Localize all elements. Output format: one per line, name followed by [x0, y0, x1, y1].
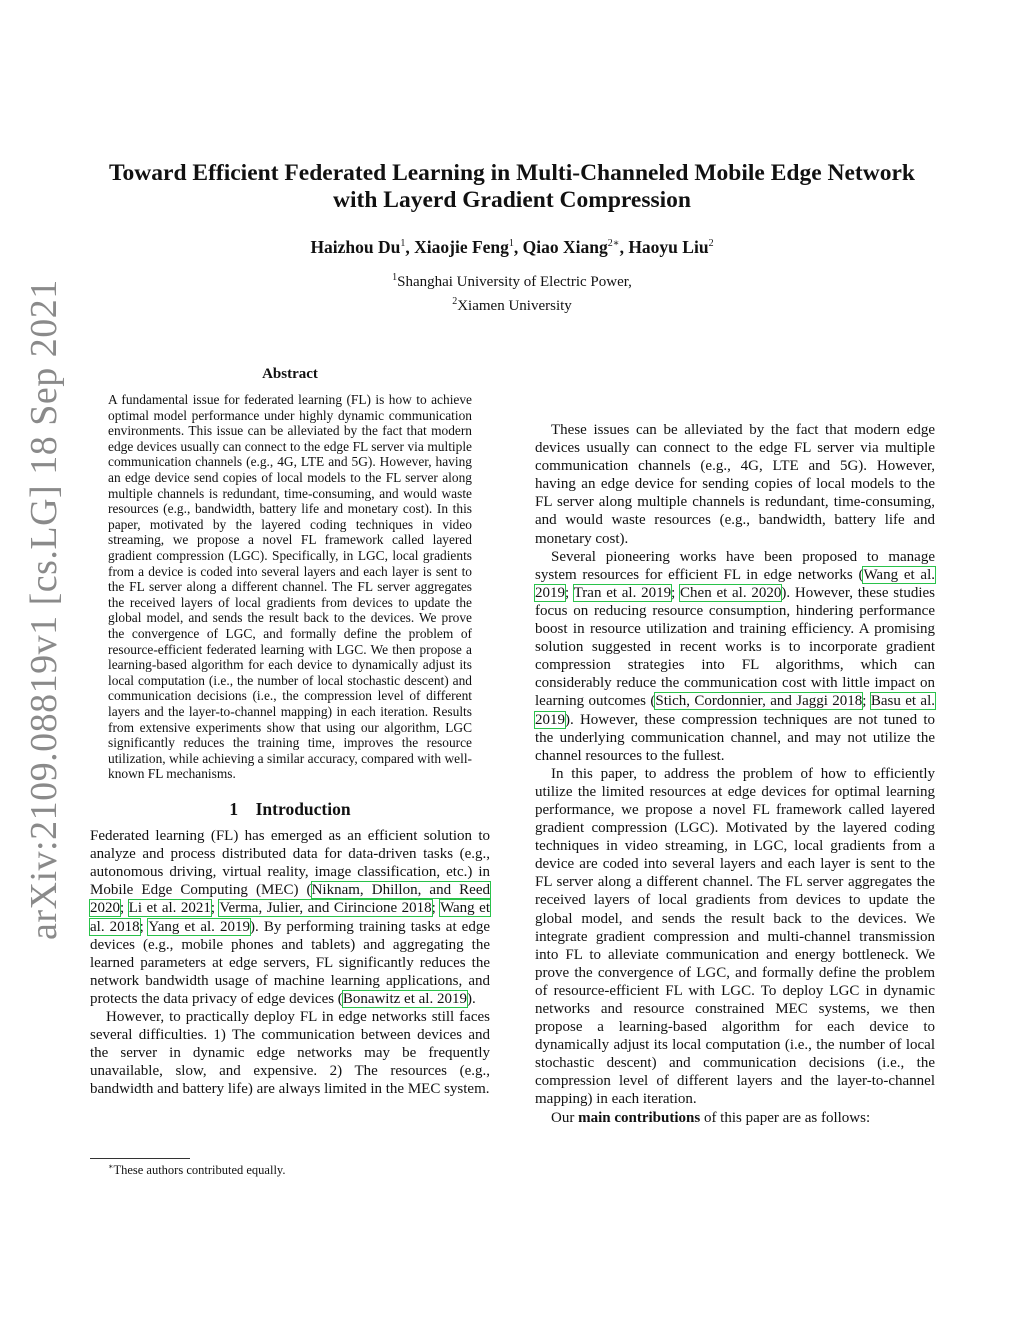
affiliation-mark: 2: [452, 296, 458, 307]
author-name: Qiao Xiang: [522, 237, 608, 257]
author-name: Haizhou Du: [310, 237, 401, 257]
citation-link[interactable]: Niknam, Dhillon, and Reed 2020: [90, 882, 491, 917]
intro-paragraph-6: [535, 1109, 935, 1127]
affiliation-2: [90, 292, 934, 316]
citation-link[interactable]: Stich, Cordonnier, and Jaggi 2018: [655, 693, 863, 710]
author-name: Haoyu Liu: [628, 237, 709, 257]
right-column: [535, 365, 935, 1127]
text-span: ). However, these compression techniques are not tuned to the underlying communication channel, and may not utilize the channel resources to the fullest.: [535, 711, 935, 764]
intro-paragraph-2: However, to practically deploy FL in edge networks still faces several difficulties. 1) The communication between devices and the server in dynamic edge networks may be frequently unavailable, slow, and expensive. 2) The resources (e.g., bandwidth and battery life) are always limited in the MEC system.: [90, 1008, 490, 1098]
title-line-2: with Layerd Gradient Compression: [333, 187, 691, 213]
arxiv-stamp: arXiv:2109.08819v1 [cs.LG] 18 Sep 2021: [23, 279, 65, 940]
text-span: of this paper are as follows:: [700, 1109, 871, 1126]
abstract-heading: Abstract: [262, 366, 318, 382]
author-mark: 2∗: [607, 238, 620, 250]
text-span: ). By performing training tasks at edge devices (e.g., mobile phones and tablets) and aggregating the learned parameters at edge servers, FL significantly reduces the network bandwidth usage of machine learning applications, and protects the data privacy of edge devices (: [90, 918, 491, 1007]
citation-link[interactable]: Tran et al. 2019: [573, 584, 672, 601]
paper-title: [90, 160, 934, 214]
author-mark: 1: [400, 238, 406, 250]
citation-link[interactable]: Bonawitz et al. 2019: [342, 990, 467, 1007]
text-span: Several pioneering works have been proposed to manage system resources for efficient FL in edge networks (: [535, 548, 935, 583]
affiliations: [90, 268, 934, 316]
text-span: Federated learning (FL) has emerged as an efficient solution to analyze and process distributed data for data-driven tasks (e.g., autonomous driving, virtual reality, image classification, etc.) in Mobile Edge Computing (MEC) (: [90, 828, 490, 899]
affiliation-name: Shanghai University of Electric Power,: [397, 274, 632, 290]
text-span: ). However, these studies focus on reducing resource consumption, hindering performance boost in resource utilization and training efficiency. A promising solution suggested in recent works is to incorporate gradient compression strategies into FL algorithms, which can considerably reduce the communication cost with little impact on learning outcomes (: [535, 584, 935, 710]
footnote-text: These authors contributed equally.: [113, 1163, 286, 1178]
author-name: Xiaojie Feng: [414, 237, 509, 257]
intro-paragraph-4: Several pioneering works have been proposed to manage system resources for efficient FL in edge networks (Wang et al. 2019; Tran et al. 2019; Chen et al. 2020). However, these studies focus on reducing resource consumption, hindering performance boost in resource utilization and training efficiency. A promising solution suggested in recent works is to incorporate gradient compression strategies into FL algorithms, which can considerably reduce the communication cost with little impact on learning outcomes (Stich, Cordonnier, and Jaggi 2018; Basu et al. 2019). However, these compression techniques are not tuned to the underlying communication channel, and may not utilize the channel resources to the fullest.: [535, 548, 935, 764]
affiliation-1: [90, 268, 934, 292]
intro-paragraph-5: In this paper, to address the problem of how to efficiently utilize the limited resources at edge devices for optimal learning performance, we propose a novel FL framework called layered gradient compression (LGC). Motivated by the layered coding techniques in video streaming, in LGC, local gradients from a device are coded into several layers and each layer is sent to the FL server along a different channel. The FL server aggregates the received layers of local gradients from devices to update the global model, and sends the result back to the devices. We integrate gradient compression and multi-channel transmission into FL to alleviate communication and energy bottleneck. We prove the convergence of LGC, and formally define the problem of resource-efficient FL with LGC. To deploy LGC in dynamic networks and resource constrained MEC systems, we then propose a learning-based algorithm for each device to dynamically adjust its local computation (i.e., the number of local stochastic descent) and communication decisions (i.e., the compression level of different layers and the layer-to-channel mapping) in each iteration.: [535, 765, 935, 1108]
intro-heading: [90, 800, 490, 818]
author-mark: 2: [708, 238, 714, 250]
left-column: [90, 365, 491, 1098]
citation-link[interactable]: Basu et al. 2019: [535, 693, 935, 728]
section-title: Introduction: [255, 798, 351, 819]
citation-link[interactable]: Yang et al. 2019: [148, 918, 250, 935]
text-span: Our: [551, 1109, 579, 1126]
citation-link[interactable]: Wang et al. 2019: [535, 566, 935, 601]
intro-paragraph-3: These issues can be alleviated by the fact that modern edge devices usually can connect to the edge FL server via multiple communication channels (e.g., 4G, LTE and 5G). However, having an edge device for sending copies of local models to the FL server along multiple channels is redundant, time-consuming, and would waste resources (e.g., bandwidth, battery life and monetary cost).: [535, 422, 935, 547]
citation-link[interactable]: Chen et al. 2020: [680, 584, 782, 601]
footnote: [108, 1162, 286, 1178]
citation-link[interactable]: Verma, Julier, and Cirincione 2018: [219, 900, 432, 917]
intro-paragraph-1: Federated learning (FL) has emerged as an efficient solution to analyze and process distributed data for data-driven tasks (e.g., autonomous driving, virtual reality, image classification, etc.) in Mobile Edge Computing (MEC) (Niknam, Dhillon, and Reed 2020; Li et al. 2021; Verma, Julier, and Cirincione 2018; Wang et al. 2018; Yang et al. 2019). By performing training tasks at edge devices (e.g., mobile phones and tablets) and aggregating the learned parameters at edge servers, FL significantly reduces the network bandwidth usage of machine learning applications, and protects the data privacy of edge devices (Bonawitz et al. 2019).: [90, 828, 491, 1007]
citation-link[interactable]: Wang et al. 2018: [90, 900, 490, 935]
citation-link[interactable]: Li et al. 2021: [128, 900, 211, 917]
affiliation-name: Xiamen University: [457, 298, 572, 314]
abstract-text: A fundamental issue for federated learning (FL) is how to achieve optimal model performance under highly dynamic communication environments. This issue can be alleviated by the fact that modern edge devices usually can connect to the edge FL server via multiple communication channels (e.g., 4G, LTE and 5G). However, having an edge device send copies of local models to the FL server along multiple channels is redundant, time-consuming, and would waste resources (e.g., bandwidth, battery life and monetary cost). In this paper, motivated by the layered coding techniques in video streaming, we propose a novel FL framework called layered gradient compression (LGC). Specifically, in LGC, local gradients from a device is coded into several layers and each layer is sent to the FL server along a different channel. The FL server aggregates the received layers of local gradients from devices to update the global model, and sends the result back to the devices. We prove the convergence of LGC, and formally define the problem of resource-efficient federated learning with LGC. We then propose a learning-based algorithm for each device to dynamically adjust its local computation (i.e., the number of local stochastic descent) and communication decisions (i.e., the compression level of different layers and the layer-to-channel mapping) in each iteration. Results from extensive experiments show that using our algorithm, LGC significantly reduces the training time, improves the resource utilization, while achieving a similar accuracy, compared with well-known FL mechanisms.: [108, 392, 472, 782]
affiliation-mark: 1: [392, 272, 398, 283]
section-number: 1: [229, 798, 239, 819]
footnote-mark: ∗: [108, 1162, 114, 1171]
author-list: Haizhou Du$^1$, Xiaojie Feng$^1$, Qiao Xiang$^{2∗}$, Haoyu Liu$^2$: [310, 237, 714, 257]
footnote-rule: [90, 1158, 190, 1159]
title-line-1: Toward Efficient Federated Learning in Multi-Channeled Mobile Edge Network: [109, 160, 915, 186]
author-mark: 1: [508, 238, 514, 250]
bold-phrase: main contributions: [578, 1109, 701, 1126]
text-span: ).: [466, 990, 476, 1007]
